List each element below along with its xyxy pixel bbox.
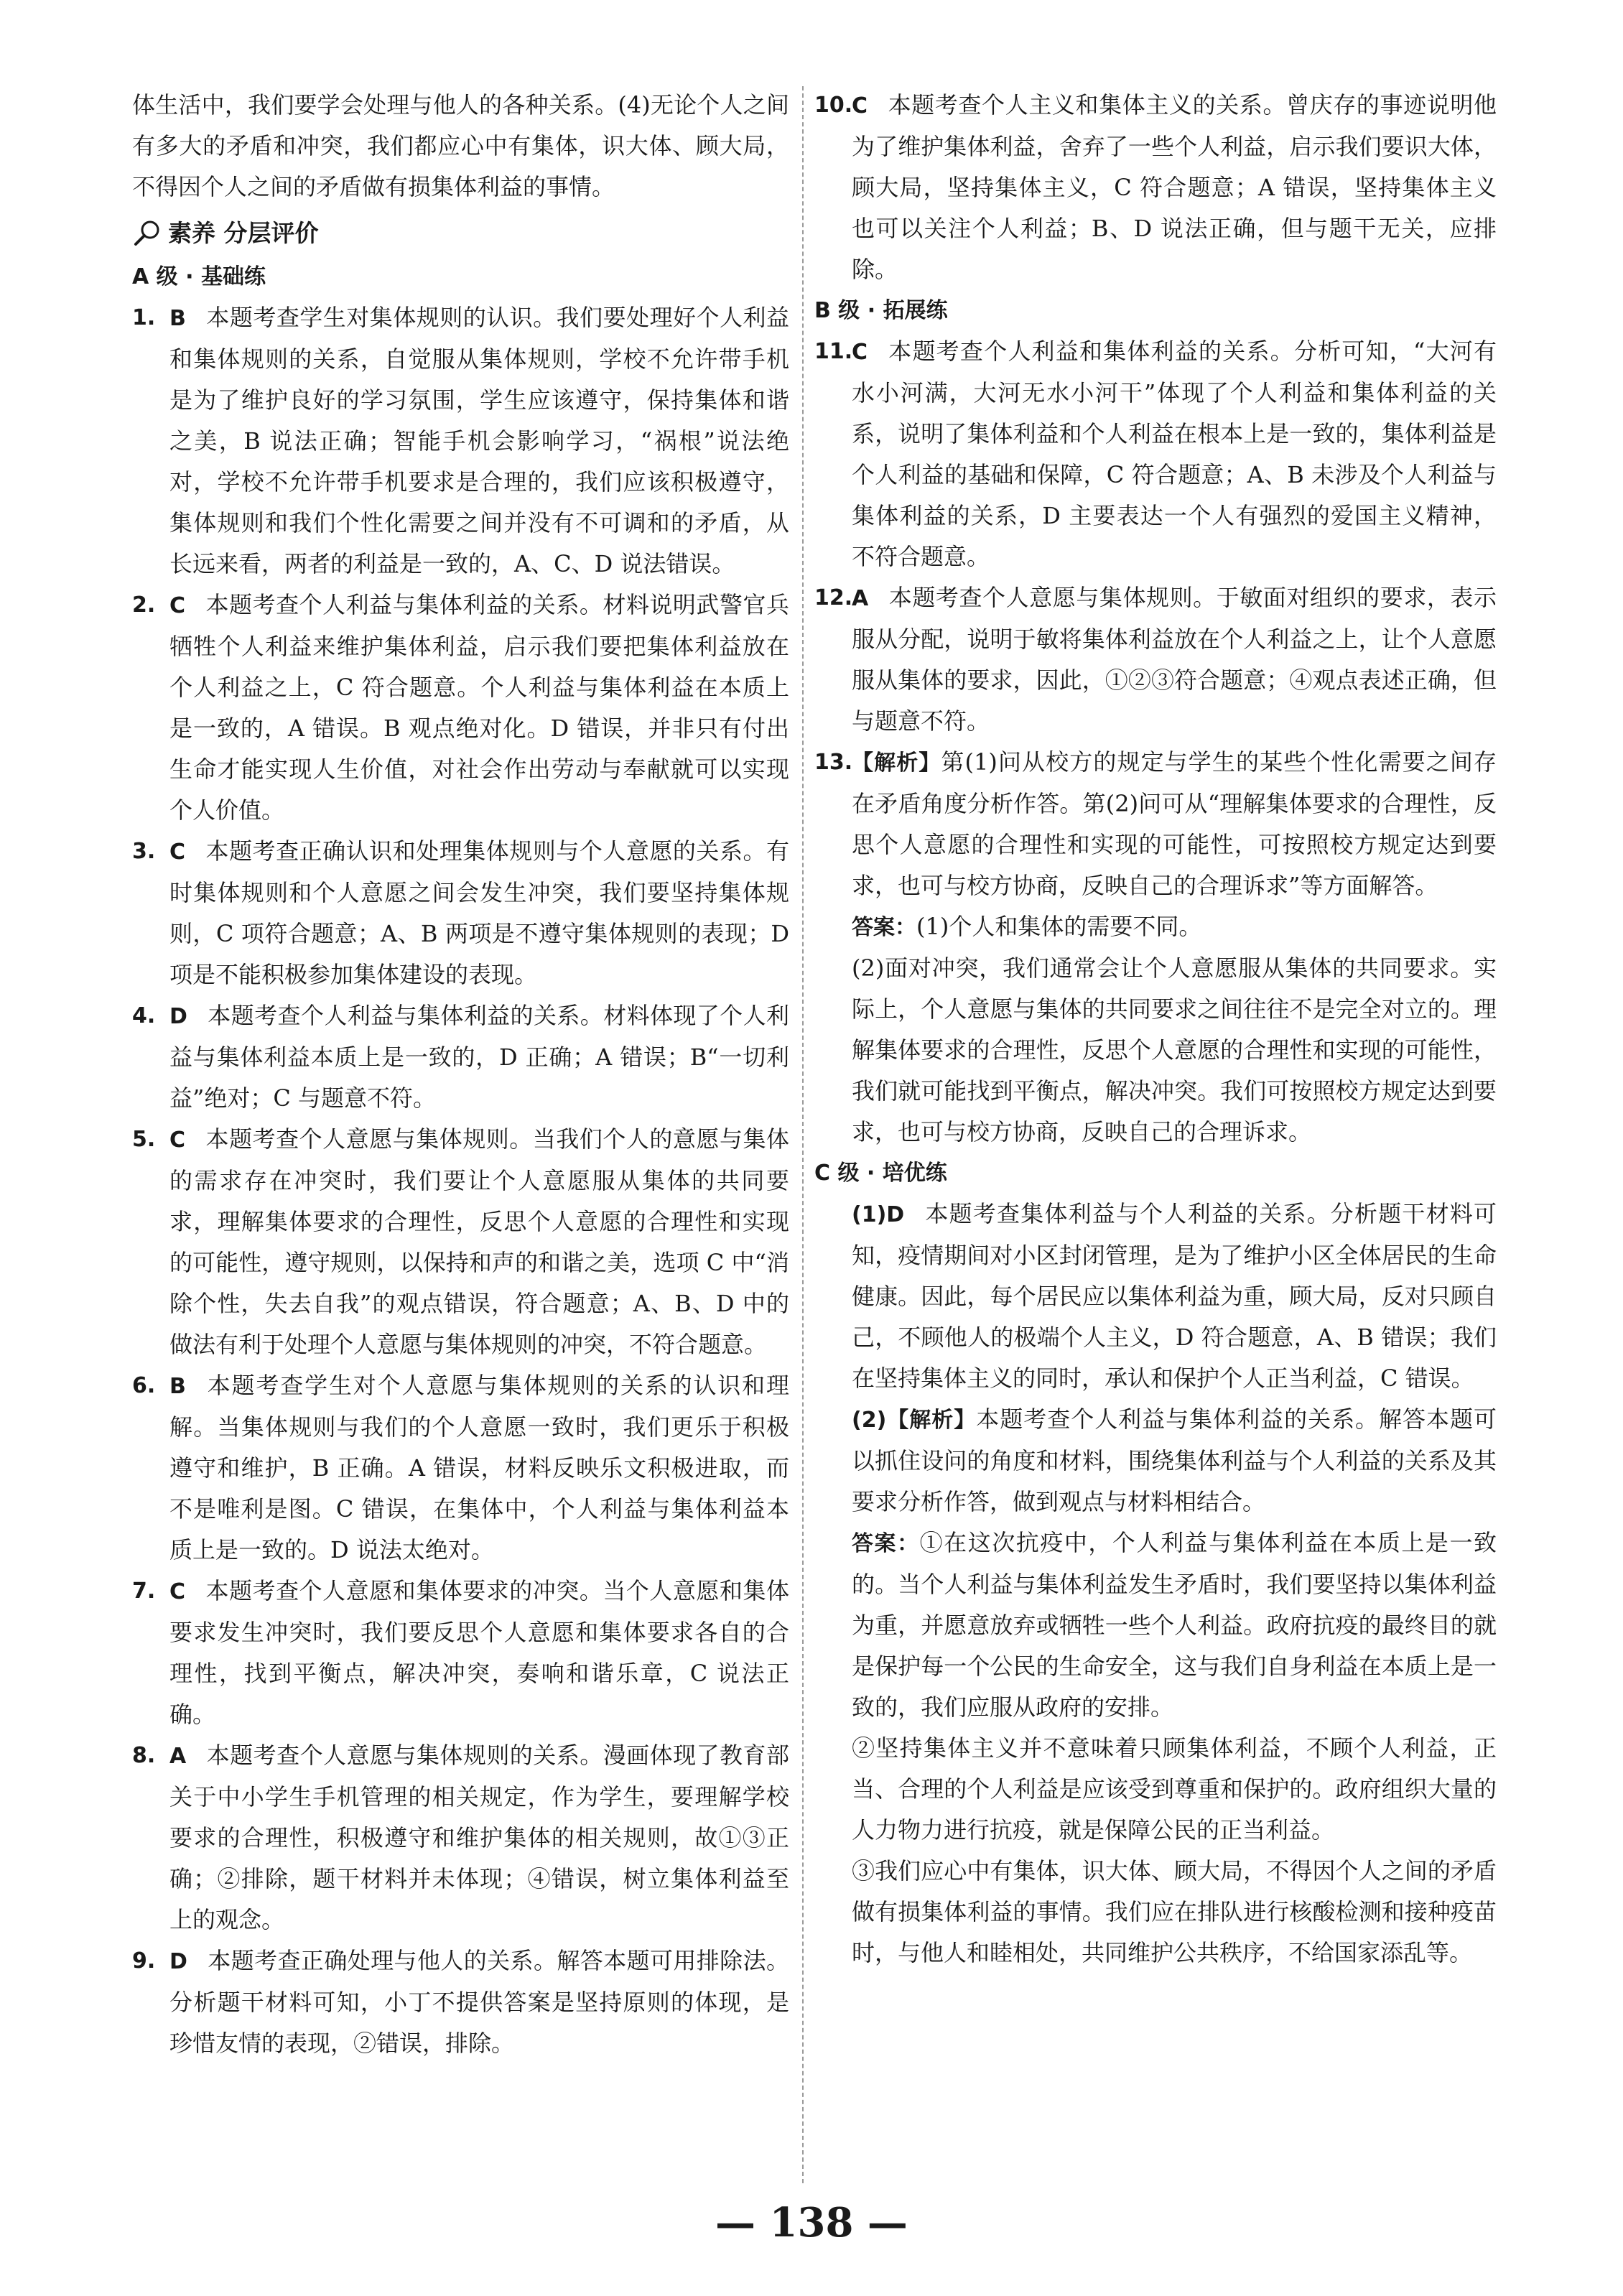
question-explanation: 本题考查个人主义和集体主义的关系。曾庆存的事迹说明他为了维护集体利益，舍弃了一些个人利益，启示我们要识大体，顾大局，坚持集体主义，C 符合题意；A 错误，坚持集体主义也可以关注个人利益；B、D 说法正确，但与题干无关，应排除。: [852, 91, 1497, 283]
question-4: [132, 995, 789, 1119]
question-explanation: 本题考查个人意愿与集体规则。当我们个人的意愿与集体的需求存在冲突时，我们要让个人意愿服从集体的共同要求，理解集体要求的合理性，反思个人意愿的合理性和实现的可能性，遵守规则，以保持和声的和谐之美，选项 C 中“消除个性，失去自我”的观点错误，符合题意；A、B、D 中的做法有利于处理个人意愿与集体规则的冲突，不符合题意。: [169, 1125, 789, 1358]
question-answer: D: [169, 1004, 187, 1029]
question-number: 4.: [132, 1003, 156, 1028]
question-answer: C: [169, 593, 186, 618]
c-q2-answer-2: ②坚持集体主义并不意味着只顾集体利益，不顾个人利益，正当、合理的个人利益是应该受到尊重和保护的。政府组织大量的人力物力进行抗疫，就是保障公民的正当利益。: [852, 1734, 1497, 1844]
question-answer: D: [169, 1949, 187, 1974]
question-explanation: 本题考查个人意愿与集体规则的关系。漫画体现了教育部关于中小学生手机管理的相关规定，作为学生，要理解学校要求的合理性，积极遵守和维护集体的相关规则，故①③正确；②排除，题干材料并未体现；④错误，树立集体利益至上的观念。: [169, 1742, 789, 1933]
question-8: [132, 1735, 789, 1941]
section-heading: [132, 210, 789, 256]
question-explanation: 本题考查集体利益与个人利益的关系。分析题干材料可知，疫情期间对小区封闭管理，是为了维护小区全体居民的生命健康。因此，每个居民应以集体利益为重，顾大局，反对只顾自己，不顾他人的极端个人主义，D 符合题意，A、B 错误；我们在坚持集体主义的同时，承认和保护个人正当利益，C 错误。: [852, 1200, 1497, 1392]
question-13: [814, 742, 1497, 906]
sub-question-label: (2): [852, 1408, 887, 1433]
continuation-text: 体生活中，我们要学会处理与他人的各种关系。(4)无论个人之间有多大的矛盾和冲突，我们都应心中有集体，识大体、顾大局，不得因个人之间的矛盾做有损集体利益的事情。: [132, 91, 789, 200]
question-number: 11.: [814, 339, 853, 364]
question-explanation: 本题考查学生对集体规则的认识。我们要处理好个人利益和集体规则的关系，自觉服从集体规则，学校不允许带手机是为了维护良好的学习氛围，学生应该遵守，保持集体和谐之美，B 说法正确；智能手机会影响学习，“祸根”说法绝对，学校不允许带手机要求是合理的，我们应该积极遵守，集体规则和我们个性化需要之间并没有不可调和的矛盾，从长远来看，两者的利益是一致的，A、C、D 说法错误。: [169, 304, 789, 577]
section-title: 素养 分层评价: [168, 219, 319, 247]
left-column: [132, 85, 789, 2064]
question-number: 8.: [132, 1743, 156, 1768]
c-question-2: [814, 1399, 1497, 1523]
question-answer: C: [852, 93, 868, 118]
question-answer: C: [169, 840, 186, 865]
question-2: [132, 585, 789, 831]
question-number: 13.: [814, 750, 853, 775]
question-number: 10.: [814, 93, 853, 118]
level-b-heading: B 级 · 拓展练: [814, 298, 948, 323]
question-number: 6.: [132, 1373, 156, 1398]
question-number: 9.: [132, 1948, 156, 1974]
question-explanation: 本题考查个人利益与集体利益的关系。材料体现了个人利益与集体利益本质上是一致的，D 正确；A 错误；B“一切利益”绝对；C 与题意不符。: [169, 1002, 789, 1112]
analysis-tag: 【解析】: [852, 750, 941, 776]
column-divider: [802, 86, 804, 2183]
magnifier-icon: [132, 218, 162, 248]
analysis-tag: 【解析】: [886, 1408, 977, 1433]
c-q2-answer-1: [814, 1523, 1497, 1728]
question-number: 1.: [132, 305, 156, 330]
question-number: 7.: [132, 1579, 156, 1604]
question-5: [132, 1119, 789, 1365]
question-answer: D: [886, 1202, 905, 1227]
question-answer: A: [852, 586, 869, 611]
question-number: 5.: [132, 1127, 156, 1152]
question-explanation: 本题考查个人利益和集体利益的关系。分析可知，“大河有水小河满，大河无水小河干”体现了个人利益和集体利益的关系，说明了集体利益和个人利益在根本上是一致的，集体利益是个人利益的基础和保障，C 符合题意；A、B 未涉及个人利益与集体利益的关系，D 主要表达一个人有强烈的爱国主义精神，不符合题意。: [852, 338, 1497, 570]
question-11: [814, 331, 1497, 577]
question-explanation: 本题考查学生对个人意愿与集体规则的关系的认识和理解。当集体规则与我们的个人意愿一致时，我们更乐于积极遵守和维护，B 正确。A 错误，材料反映乐文积极进取，而不是唯利是图。C 错误，在集体中，个人利益与集体利益本质上是一致的。D 说法太绝对。: [169, 1372, 789, 1563]
q13-answer-2: (2)面对冲突，我们通常会让个人意愿服从集体的共同要求。实际上，个人意愿与集体的共同要求之间往往不是完全对立的。理解集体要求的合理性，反思个人意愿的合理性和实现的可能性，我们就可能找到平衡点，解决冲突。我们可按照校方规定达到要求，也可与校方协商，反映自己的合理诉求。: [852, 954, 1497, 1145]
answer-text: ①在这次抗疫中，个人利益与集体利益在本质上是一致的。当个人利益与集体利益发生矛盾时，我们要坚持以集体利益为重，并愿意放弃或牺牲一些个人利益。政府抗疫的最终目的就是保护每一个公民的生命安全，这与我们自身利益在本质上是一致的，我们应服从政府的安排。: [852, 1529, 1497, 1721]
sub-question-label: (1): [852, 1202, 887, 1227]
answer-label: 答案：: [852, 1531, 920, 1556]
analysis-text: 本题考查个人利益与集体利益的关系。解答本题可以抓住设问的角度和材料，围绕集体利益与个人利益的关系及其要求分析作答，做到观点与材料相结合。: [852, 1405, 1497, 1515]
q13-answer-1: [814, 906, 1497, 948]
question-10: [814, 85, 1497, 290]
question-answer: A: [169, 1744, 187, 1769]
level-a-heading: A 级 · 基础练: [132, 264, 266, 289]
level-c-heading: C 级 · 培优练: [814, 1161, 947, 1186]
answer-label: 答案：: [852, 915, 916, 940]
question-6: [132, 1365, 789, 1571]
analysis-text: 第(1)问从校方的规定与学生的某些个性化需要之间存在矛盾角度分析作答。第(2)问可从“理解集体要求的合理性，反思个人意愿的合理性和实现的可能性，可按照校方规定达到要求，也可与校方协商，反映自己的合理诉求”等方面解答。: [852, 748, 1497, 899]
question-explanation: 本题考查个人意愿和集体要求的冲突。当个人意愿和集体要求发生冲突时，我们要反思个人意愿和集体要求各自的合理性，找到平衡点，解决冲突，奏响和谐乐章，C 说法正确。: [169, 1577, 789, 1728]
question-answer: C: [852, 340, 868, 365]
question-number: 2.: [132, 592, 156, 618]
c-q2-answer-3: ③我们应心中有集体，识大体、顾大局，不得因个人之间的矛盾做有损集体利益的事情。我们应在排队进行核酸检测和接种疫苗时，与他人和睦相处，共同维护公共秩序，不给国家添乱等。: [852, 1857, 1497, 1966]
question-3: [132, 831, 789, 995]
question-9: [132, 1941, 789, 2064]
question-7: [132, 1571, 789, 1735]
right-column: [814, 85, 1497, 1974]
question-answer: C: [169, 1579, 186, 1604]
question-answer: B: [169, 306, 186, 331]
question-explanation: 本题考查正确处理与他人的关系。解答本题可用排除法。分析题干材料可知，小丁不提供答案是坚持原则的体现，是珍惜友情的表现，②错误，排除。: [169, 1947, 789, 2057]
question-answer: B: [169, 1374, 186, 1399]
question-explanation: 本题考查正确认识和处理集体规则与个人意愿的关系。有时集体规则和个人意愿之间会发生冲突，我们要坚持集体规则，C 项符合题意；A、B 两项是不遵守集体规则的表现；D 项是不能积极参加集体建设的表现。: [169, 837, 789, 988]
question-explanation: 本题考查个人意愿与集体规则。于敏面对组织的要求，表示服从分配，说明于敏将集体利益放在个人利益之上，让个人意愿服从集体的要求，因此，①②③符合题意；④观点表述正确，但与题意不符。: [852, 584, 1497, 735]
question-number: 12.: [814, 585, 853, 610]
answer-text: (1)个人和集体的需要不同。: [916, 913, 1202, 940]
page-number: — 138 —: [715, 2199, 908, 2246]
c-question-1: [814, 1194, 1497, 1399]
question-12: [814, 577, 1497, 742]
question-number: 3.: [132, 839, 156, 864]
question-1: [132, 297, 789, 585]
question-explanation: 本题考查个人利益与集体利益的关系。材料说明武警官兵牺牲个人利益来维护集体利益，启示我们要把集体利益放在个人利益之上，C 符合题意。个人利益与集体利益在本质上是一致的，A 错误。B 观点绝对化。D 错误，并非只有付出生命才能实现人生价值，对社会作出劳动与奉献就可以实现个人价值。: [169, 591, 789, 824]
question-answer: C: [169, 1128, 186, 1153]
